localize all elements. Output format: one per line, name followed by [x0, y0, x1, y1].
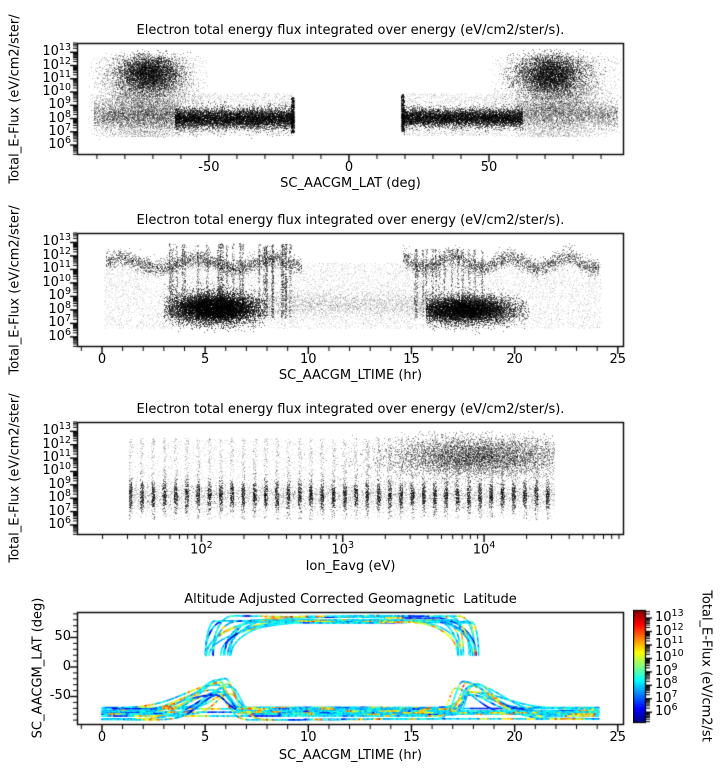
x-tick-label: 25 [609, 352, 627, 367]
x-tick-label: $10^4$ [472, 540, 496, 558]
colorbar-tick-label: $10^{13}$ [655, 607, 684, 626]
x-tick-label: 5 [200, 352, 210, 367]
y-tick-label: $10^{13}$ [42, 232, 71, 250]
y-tick-label: $10^{10}$ [42, 81, 71, 100]
x-tick-label: 10 [300, 352, 317, 367]
y-tick-label: $10^{10}$ [42, 461, 71, 479]
panel3-ylabel: Total_E-Flux (eV/cm2/ster/ [7, 393, 23, 563]
y-tick-label: $10^8$ [48, 108, 71, 126]
panel1-xlabel: SC_AACGM_LAT (deg) [280, 176, 421, 191]
panel1-scatter-canvas [67, 41, 628, 167]
panel2-scatter-canvas [67, 231, 628, 359]
y-tick-label: $10^7$ [48, 501, 71, 519]
x-tick-label: 0 [97, 352, 107, 367]
y-tick-label: $10^9$ [48, 474, 71, 493]
y-tick-label: $10^{13}$ [42, 421, 71, 439]
panel1-ylabel: Total_E-Flux (eV/cm2/ster/ [7, 14, 23, 184]
colorbar-tick-label: $10^{11}$ [655, 634, 684, 653]
y-tick-label: $10^{13}$ [42, 42, 71, 60]
y-tick-label: $10^{12}$ [42, 245, 71, 264]
panel4-title: Altitude Adjusted Corrected Geomagnetic Latitude [184, 592, 517, 607]
x-tick-label: 15 [403, 730, 420, 745]
panel4-xlabel: SC_AACGM_LTIME (hr) [278, 748, 423, 763]
panel2-ylabel: Total_E-Flux (eV/cm2/ster/ [7, 205, 23, 375]
colorbar-tick-label: $10^{12}$ [655, 621, 684, 639]
y-tick-label: $10^9$ [48, 95, 71, 113]
panel3-title: Electron total energy flux integrated over energy (eV/cm2/ster/s). [136, 402, 565, 417]
y-tick-label: $10^9$ [48, 286, 71, 304]
x-tick-label: 0 [97, 730, 107, 745]
panel3-scatter-canvas [67, 420, 628, 547]
y-tick-label: $10^6$ [48, 326, 71, 345]
x-tick-label: $10^3$ [331, 540, 355, 558]
y-tick-label: -50 [49, 688, 71, 704]
x-tick-label: 0 [344, 160, 354, 175]
x-tick-label: 20 [506, 352, 523, 367]
y-tick-label: $10^{11}$ [42, 447, 71, 466]
colorbar-tick-label: $10^8$ [655, 675, 678, 693]
y-tick-label: 0 [62, 658, 71, 674]
x-tick-label: 25 [609, 730, 627, 745]
y-tick-label: $10^7$ [48, 313, 71, 331]
colorbar-label: Total_E-Flux (eV/cm2/st [698, 590, 714, 742]
y-tick-label: $10^{12}$ [42, 434, 71, 452]
y-tick-label: $10^6$ [48, 134, 71, 153]
colorbar-tick-label: $10^7$ [655, 688, 678, 706]
panel1-title: Electron total energy flux integrated over energy (eV/cm2/ster/s). [136, 23, 565, 38]
y-tick-label: $10^8$ [48, 299, 71, 318]
x-tick-label: 5 [200, 730, 210, 745]
x-tick-label: 50 [480, 160, 498, 175]
x-tick-label: 20 [506, 730, 523, 745]
panel3-xlabel: Ion_Eavg (eV) [305, 559, 396, 574]
y-tick-label: $10^7$ [48, 121, 71, 139]
colorbar-tick-label: $10^{10}$ [655, 648, 684, 666]
panel4-ylabel: SC_AACGM_LAT (deg) [30, 597, 46, 739]
y-tick-label: $10^{12}$ [42, 55, 71, 73]
panel2-xlabel: SC_AACGM_LTIME (hr) [278, 368, 423, 383]
y-tick-label: 50 [54, 629, 71, 645]
x-tick-label: $10^2$ [190, 540, 213, 558]
y-tick-label: $10^{10}$ [42, 272, 71, 291]
panel2-title: Electron total energy flux integrated over energy (eV/cm2/ster/s). [136, 213, 565, 228]
colorbar-tick-label: $10^6$ [655, 702, 678, 720]
x-tick-label: -50 [198, 160, 220, 175]
y-tick-label: $10^{11}$ [42, 259, 71, 277]
y-tick-label: $10^{11}$ [42, 68, 71, 86]
x-tick-label: 10 [300, 730, 317, 745]
colorbar-tick-label: $10^9$ [655, 661, 678, 680]
x-tick-label: 15 [403, 352, 420, 367]
panel4-line-canvas [67, 610, 628, 737]
y-tick-label: $10^6$ [48, 514, 71, 533]
y-tick-label: $10^8$ [48, 488, 71, 506]
